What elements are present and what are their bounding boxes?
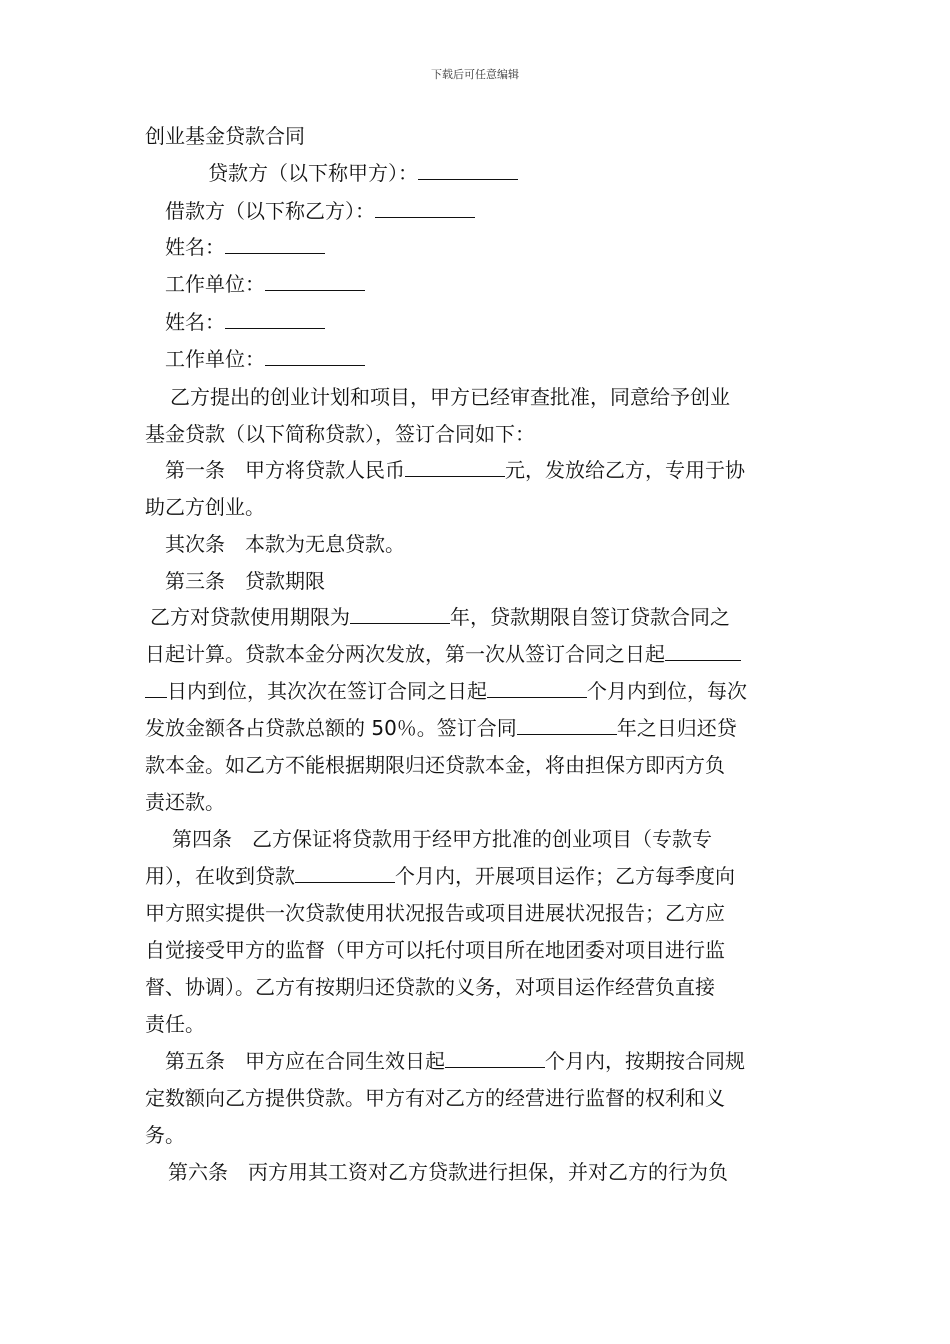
work-blank-1[interactable] [265, 271, 365, 291]
name-blank-1[interactable] [225, 234, 325, 254]
art3-text-2: 日起计算。贷款本金分两次发放，第一次从签订合同之日起 [145, 642, 665, 666]
art3-line-5: 款本金。如乙方不能根据期限归还贷款本金，将由担保方即丙方负 [145, 753, 725, 777]
work-line-1 [165, 271, 365, 297]
art3-text-3a: 日内到位，其次次在签订合同之日起 [167, 679, 487, 703]
work-label-1: 工作单位： [165, 272, 265, 296]
art3-term-blank[interactable] [350, 604, 450, 624]
art3-first-days-blank-b[interactable] [145, 678, 167, 698]
art5-line-1 [165, 1048, 745, 1074]
art3-text-4a: 发放金额各占贷款总额的 50％。签订合同 [145, 716, 517, 740]
contract-title: 创业基金贷款合同 [145, 124, 305, 148]
art3-text-4b: 年之日归还贷 [616, 716, 737, 740]
art3-first-days-blank-a[interactable] [665, 641, 741, 661]
borrower-label: 借款方（以下称乙方）： [165, 199, 375, 223]
art3-heading: 第三条 贷款期限 [165, 569, 325, 593]
art2-line: 其次条 本款为无息贷款。 [165, 532, 405, 556]
art4-text-2a: 用），在收到贷款 [145, 864, 295, 888]
name-label-1: 姓名： [165, 235, 225, 259]
art3-text-3b: 个月内到位，每次 [587, 679, 747, 703]
art1-line-1 [165, 457, 745, 483]
art5-text-1b: 个月内，按期按合同规 [545, 1049, 745, 1073]
art1-text-b: 元，发放给乙方，专用于协 [505, 458, 745, 482]
work-blank-2[interactable] [265, 346, 365, 366]
intro-line-2: 基金贷款（以下简称贷款），签订合同如下： [145, 422, 535, 446]
lender-line [208, 160, 518, 186]
art4-line-4: 自觉接受甲方的监督（甲方可以托付项目所在地团委对项目进行监 [145, 938, 725, 962]
work-line-2 [165, 346, 365, 372]
art3-line-1 [150, 604, 730, 630]
art3-repay-years-blank[interactable] [517, 715, 617, 735]
art4-line-5: 督、协调）。乙方有按期归还贷款的义务，对项目运作经营负直接 [145, 975, 715, 999]
name-blank-2[interactable] [225, 309, 325, 329]
art4-line-2 [145, 863, 735, 889]
art4-line-6: 责任。 [145, 1012, 205, 1036]
lender-blank[interactable] [418, 160, 518, 180]
intro-line-1: 乙方提出的创业计划和项目，甲方已经审查批准，同意给予创业 [170, 385, 730, 409]
art3-text-1a: 乙方对贷款使用期限为 [150, 605, 350, 629]
art3-second-months-blank[interactable] [487, 678, 587, 698]
art5-line-2: 定数额向乙方提供贷款。甲方有对乙方的经营进行监督的权利和义 [145, 1086, 725, 1110]
borrower-line [165, 198, 475, 224]
art4-line-3: 甲方照实提供一次贷款使用状况报告或项目进展状况报告；乙方应 [145, 901, 725, 925]
art6-line-1: 第六条 丙方用其工资对乙方贷款进行担保，并对乙方的行为负 [168, 1160, 728, 1184]
art3-line-3 [145, 678, 747, 704]
page-header: 下载后可任意编辑 [431, 68, 519, 81]
art1-text-a: 第一条 甲方将贷款人民币 [165, 458, 405, 482]
art1-line-2: 助乙方创业。 [145, 495, 265, 519]
name-line-2 [165, 309, 325, 335]
art5-months-blank[interactable] [445, 1048, 545, 1068]
art5-text-1a: 第五条 甲方应在合同生效日起 [165, 1049, 445, 1073]
borrower-blank[interactable] [375, 198, 475, 218]
art4-line-1: 第四条 乙方保证将贷款用于经甲方批准的创业项目（专款专 [172, 827, 712, 851]
name-label-2: 姓名： [165, 310, 225, 334]
art4-text-2b: 个月内，开展项目运作；乙方每季度向 [395, 864, 735, 888]
art5-line-3: 务。 [145, 1123, 185, 1147]
name-line-1 [165, 234, 325, 260]
art3-line-4 [145, 715, 737, 741]
work-label-2: 工作单位： [165, 347, 265, 371]
art3-text-1b: 年，贷款期限自签订贷款合同之 [450, 605, 730, 629]
art3-line-6: 责还款。 [145, 790, 225, 814]
art1-amount-blank[interactable] [405, 457, 505, 477]
art3-line-2 [145, 641, 741, 667]
art4-months-blank[interactable] [295, 863, 395, 883]
lender-label: 贷款方（以下称甲方）： [208, 161, 418, 185]
